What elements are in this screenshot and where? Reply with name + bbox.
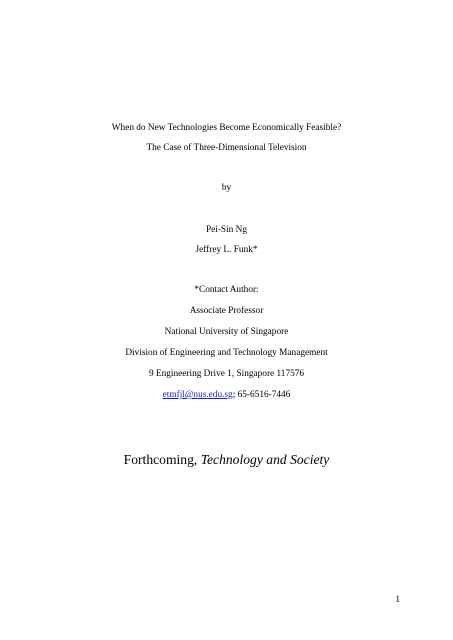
contact-email-phone (0, 389, 453, 401)
author-name: Pei-Sin Ng (205, 225, 248, 235)
by-label: by (221, 183, 232, 193)
forthcoming-prefix: Forthcoming, (123, 452, 201, 467)
contact-division: Division of Engineering and Technology Management (125, 348, 328, 358)
email-link[interactable]: etmfjl@nus.edu.sg (162, 390, 233, 400)
contact-title: Associate Professor (189, 306, 264, 316)
paper-title: When do New Technologies Become Economically Feasible? (111, 123, 342, 133)
contact-separator: ; (232, 390, 238, 400)
contact-phone: 65-6516-7446 (237, 390, 291, 400)
journal-name: Technology and Society (200, 452, 330, 467)
forthcoming-line (0, 452, 453, 468)
page-number: 1 (395, 594, 400, 604)
contact-address: 9 Engineering Drive 1, Singapore 117576 (148, 369, 305, 379)
contact-organization: National University of Singapore (164, 327, 289, 337)
paper-subtitle: The Case of Three-Dimensional Television (146, 143, 307, 153)
contact-label: *Contact Author: (194, 285, 259, 295)
author-name: Jeffrey L. Funk* (195, 245, 258, 255)
